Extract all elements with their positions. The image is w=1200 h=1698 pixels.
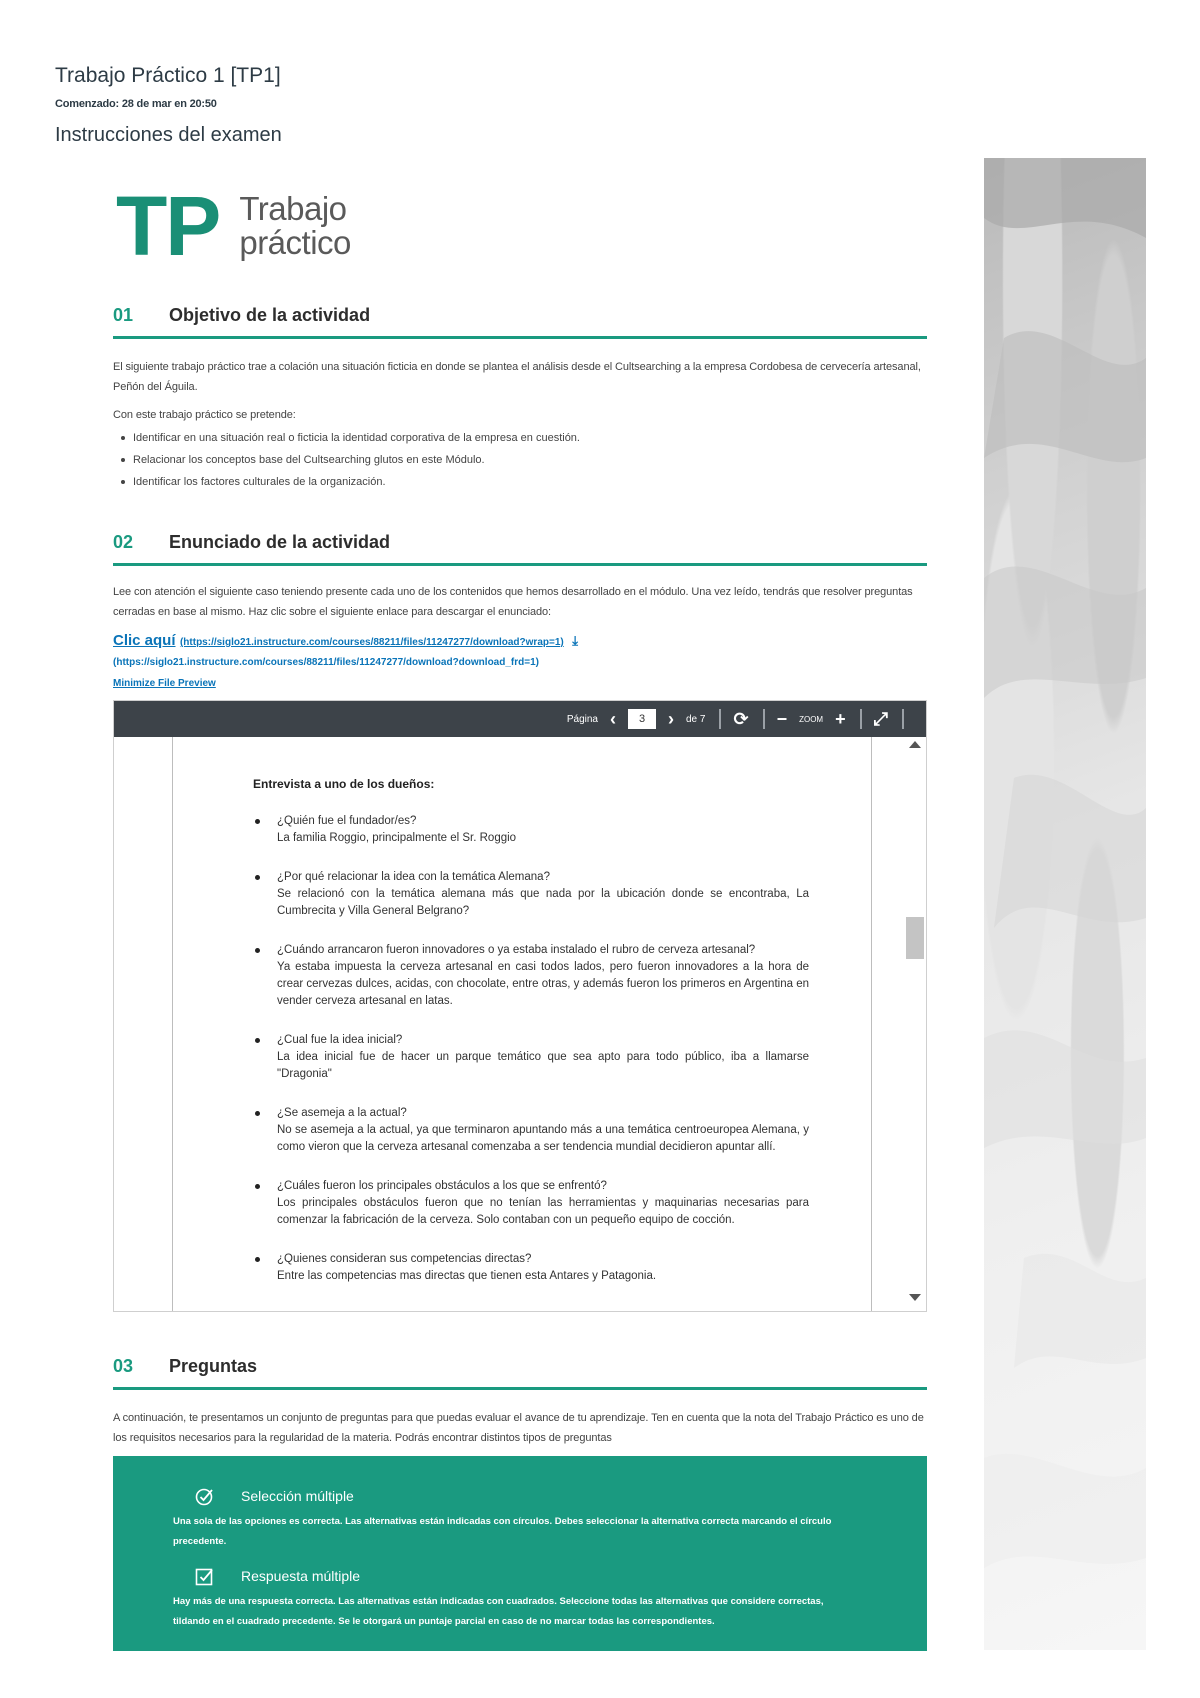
- viewer-scrollbar[interactable]: [904, 737, 926, 1311]
- question: ¿Quienes consideran sus competencias directas?: [277, 1253, 532, 1265]
- section-header: [113, 305, 927, 339]
- list-item: [253, 869, 809, 920]
- question: ¿Cual fue la idea inicial?: [277, 1034, 403, 1046]
- check-circle-icon: [195, 1486, 215, 1506]
- download-icon[interactable]: ⤓: [572, 633, 578, 648]
- zoom-label: ZOOM: [799, 714, 824, 724]
- multiple-choice-title: Selección múltiple: [241, 1488, 354, 1504]
- question: ¿Por qué relacionar la idea con la temática Alemana?: [277, 871, 550, 883]
- section-objetivo: [113, 305, 927, 493]
- list-item: [253, 1178, 809, 1229]
- minimize-preview-link[interactable]: Minimize File Preview: [113, 678, 216, 689]
- download-link-row: [113, 632, 927, 650]
- section-title: Objetivo de la actividad: [169, 305, 371, 325]
- section-number: 01: [113, 305, 134, 325]
- answer: La familia Roggio, principalmente el Sr. Roggio: [277, 832, 517, 844]
- document-heading: Entrevista a uno de los dueños:: [253, 777, 435, 791]
- list-item: [253, 1251, 809, 1285]
- question: ¿Cuáles fueron los principales obstáculos a los que se enfrentó?: [277, 1180, 607, 1192]
- answer: La idea inicial fue de hacer un parque temático que sea apto para todo público, iba a llamarse "Dragonia": [277, 1051, 809, 1080]
- question-types-box: [113, 1456, 927, 1651]
- toolbar-divider: [719, 709, 721, 729]
- file-preview-viewer: [113, 700, 927, 1312]
- section-preguntas: [113, 1356, 927, 1448]
- multiple-answer-header: [195, 1566, 927, 1586]
- download-link[interactable]: Clic aquí: [113, 632, 176, 649]
- toolbar-divider: [902, 709, 904, 729]
- document-page: [172, 737, 872, 1311]
- tp-logo-words: [239, 192, 351, 260]
- question: ¿Cuándo arrancaron fueron innovadores o ya estaba instalado el rubro de cerveza artesanal?: [277, 944, 756, 956]
- section-header: [113, 1356, 927, 1390]
- section-title: Enunciado de la actividad: [169, 532, 391, 552]
- answer: Entre las competencias mas directas que tienen esta Antares y Patagonia.: [277, 1270, 657, 1282]
- page-number-input[interactable]: 3: [628, 709, 656, 729]
- started-timestamp: Comenzado: 28 de mar en 20:50: [55, 98, 217, 110]
- objectives-list: [113, 427, 927, 493]
- tp-logo-letters: TP: [116, 179, 220, 273]
- interview-list: [253, 813, 809, 1285]
- page-label: Página: [566, 713, 598, 725]
- instructions-title: Instrucciones del examen: [55, 124, 282, 146]
- question: ¿Quién fue el fundador/es?: [277, 815, 417, 827]
- scroll-down-icon[interactable]: [909, 1294, 921, 1301]
- multiple-choice-text: Una sola de las opciones es correcta. Las alternativas están indicadas con círculos. Debes seleccionar la alternativa correcta marcando el círculo precedente.: [173, 1516, 832, 1547]
- zoom-out-icon[interactable]: −: [776, 708, 788, 729]
- section-number: 02: [113, 532, 134, 552]
- fullscreen-icon[interactable]: ⤢: [873, 708, 888, 729]
- list-item: Identificar los factores culturales de la organización.: [113, 471, 927, 493]
- page-count: de 7: [686, 713, 706, 725]
- answer: Los principales obstáculos fueron que no tenían las herramientas y maquinarias necesarias para comenzar la fabricación de la cerveza. Solo contaban con un pequeño equipo de cocción.: [277, 1197, 809, 1226]
- tp-logo-word2: práctico: [239, 224, 351, 261]
- multiple-choice-header: [195, 1486, 927, 1506]
- list-item: [253, 942, 809, 1010]
- scroll-thumb[interactable]: [906, 917, 924, 959]
- section-paragraph: El siguiente trabajo práctico trae a colación una situación ficticia en donde se plantea el análisis desde el Cultsearching a la empresa Cordobesa de cervecería artesanal, Peñón del Águila.: [113, 361, 921, 393]
- section-enunciado: [113, 532, 927, 691]
- download-frd-link[interactable]: (https://siglo21.instructure.com/courses/88211/files/11247277/download?download_frd=1): [113, 657, 539, 668]
- section-title: Preguntas: [169, 1356, 258, 1376]
- toolbar-divider: [860, 709, 862, 729]
- download-link-url[interactable]: (https://siglo21.instructure.com/courses/88211/files/11247277/download?wrap=1): [179, 637, 564, 648]
- toolbar-divider: [763, 709, 765, 729]
- viewer-toolbar: [114, 701, 926, 737]
- download-link-row-2: [113, 652, 927, 670]
- rotate-icon[interactable]: ⟳: [733, 708, 749, 729]
- section-paragraph: Lee con atención el siguiente caso teniendo presente cada uno de los contenidos que hemos desarrollado en el módulo. Una vez leído, tendrás que resolver preguntas cerradas en base al mismo. Haz clic sobre el siguiente enlace para descargar el enunciado:: [113, 586, 913, 618]
- minimize-row: [113, 673, 927, 691]
- list-item: [253, 813, 809, 847]
- list-item: [253, 1032, 809, 1083]
- answer: No se asemeja a la actual, ya que terminaron apuntando más a una temática centroeuropea Alemana, y como vieron que la cerveza artesanal comenzaba a ser tendencia mundial decidieron apuntar allí.: [277, 1124, 809, 1153]
- check-square-icon: [195, 1566, 215, 1586]
- decorative-side-image: [984, 158, 1146, 1650]
- multiple-answer-title: Respuesta múltiple: [241, 1568, 361, 1584]
- zoom-in-icon[interactable]: +: [835, 708, 846, 729]
- section-header: [113, 532, 927, 566]
- next-page-icon[interactable]: ›: [668, 708, 674, 729]
- list-item: [253, 1105, 809, 1156]
- multiple-answer-text: Hay más de una respuesta correcta. Las alternativas están indicadas con cuadrados. Seleccione todas las alternativas que considere correctas, tildando en el cuadrado precedente. Se le otorgará un puntaje parcial en caso de no marcar todas las correspondientes.: [173, 1596, 824, 1627]
- scroll-up-icon[interactable]: [909, 741, 921, 748]
- list-item: Identificar en una situación real o ficticia la identidad corporativa de la empresa en cuestión.: [113, 427, 927, 449]
- list-item: Relacionar los conceptos base del Cultsearching glutos en este Módulo.: [113, 449, 927, 471]
- tp-logo-word1: Trabajo: [239, 190, 347, 227]
- section-paragraph: A continuación, te presentamos un conjunto de preguntas para que puedas evaluar el avance de tu aprendizaje. Ten en cuenta que la nota del Trabajo Práctico es uno de los requisitos necesarios para la regularidad de la materia. Podrás encontrar distintos tipos de preguntas: [113, 1412, 924, 1444]
- prev-page-icon[interactable]: ‹: [610, 708, 616, 729]
- section-intro: Con este trabajo práctico se pretende:: [113, 409, 296, 421]
- answer: Se relacionó con la temática alemana más que nada por la ubicación donde se encontraba, La Cumbrecita y Villa General Belgrano?: [277, 888, 809, 917]
- tp-logo: [116, 179, 351, 273]
- section-number: 03: [113, 1356, 134, 1376]
- question: ¿Se asemeja a la actual?: [277, 1107, 407, 1119]
- page-title: Trabajo Práctico 1 [TP1]: [55, 64, 281, 87]
- answer: Ya estaba impuesta la cerveza artesanal en casi todos lados, pero fueron innovadores a la hora de crear cervezas dulces, acidas, con chocolate, entre otras, y además fueron los primeros en Argentina en vender cerveza artesanal en latas.: [277, 961, 809, 1007]
